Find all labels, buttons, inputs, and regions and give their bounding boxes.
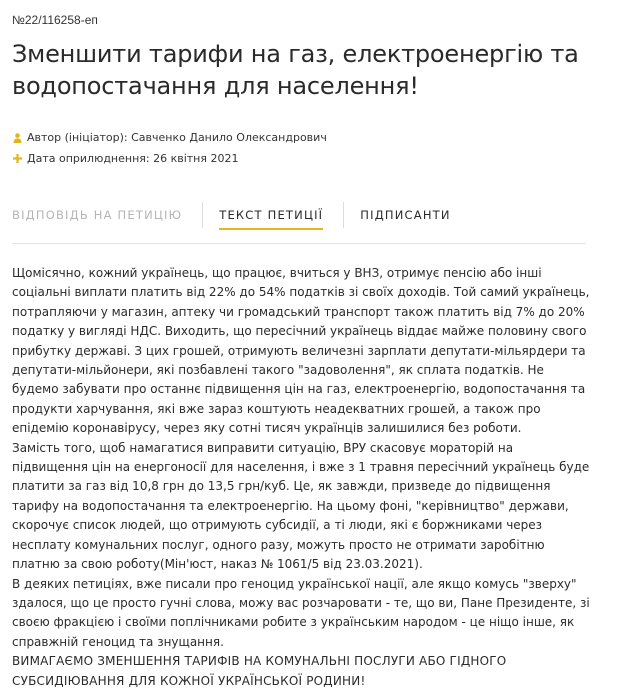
petition-meta — [13, 127, 327, 169]
date-row — [13, 148, 327, 169]
tab-answer[interactable]: ВІДПОВІДЬ НА ПЕТИЦІЮ — [12, 208, 183, 222]
tab-petition-text[interactable]: ТЕКСТ ПЕТИЦІЇ — [219, 200, 323, 228]
page-title: Зменшити тарифи на газ, електроенергію та водопостачання для населення! — [12, 40, 579, 100]
tab-signers[interactable]: ПІДПИСАНТИ — [360, 208, 451, 222]
petition-tabs — [12, 200, 586, 244]
petition-number: №22/116258-еп — [12, 13, 98, 27]
body-paragraph: Щомісячно, кожний українець, що працює, вчиться у ВНЗ, отримує пенсію або інші соціальні виплати платить від 22% до 54% податків зі своїх доходів. Той самий українець, потрапляючи у магазин, аптеку чи громадський транспорт також платить від 7% до 20% податку у вигляді НДС. Виходить, що пересічний українець віддає майже половину свого прибутку державі. З цих грошей, отримують величезні зарплати депутати-мільярдери та депутати-мільйонери, які позбавлені такого "задоволення", як сплата податків. Не будемо забувати про останнє підвищення цін на газ, електроенергію, водопостачання та продукти харчування, які вже зараз коштують неадекватних грошей, а також про епідемію коронавірусу, через яку сотні тисяч українців залишилися без роботи. — [12, 266, 590, 436]
tab-divider — [202, 202, 203, 228]
plus-icon — [13, 154, 27, 163]
tab-divider — [343, 202, 344, 228]
author-label: Автор (ініціатор): Савченко Данило Олександрович — [27, 131, 327, 144]
demand-paragraph: ВИМАГАЄМО ЗМЕНШЕННЯ ТАРИФІВ НА КОМУНАЛЬНІ ПОСЛУГИ АБО ГІДНОГО СУБСИДІЮВАННЯ ДЛЯ КОЖНОЇ УКРАЇНСЬКОЇ РОДИНИ! — [12, 654, 507, 688]
petition-body — [12, 264, 592, 691]
body-paragraph: В деяких петиціях, вже писали про геноцид української нації, але якщо комусь "зверху" здалося, що це просто гучні слова, можу вас розчаровати - те, що ви, Пане Президенте, зі своєю фракцією і своїми поплічниками робите з українським народом - це ніщо інше, як справжній геноцид та знущання. — [12, 576, 590, 649]
author-row — [13, 127, 327, 148]
person-icon — [13, 133, 27, 143]
body-paragraph: Замість того, щоб намагатися виправити ситуацію, ВРУ скасовує мораторій на підвищення цін на енергоносії для населення, і вже з 1 травня пересічний українець буде платити за газ від 10,8 грн до 13,5 грн/куб. Це, як завжди, призведе до підвищення тарифу на водопостачання та електроенергію. На цьому фоні, "керівництво" держави, скорочує список людей, що отримують субсидії, а ті люди, які є боржниками через несплату комунальних послуг, одного разу, можуть просто не отримати заробітню платню за свою роботу(Мін'юст, наказ № 1061/5 від 23.03.2021). — [12, 440, 590, 572]
date-label: Дата оприлюднення: 26 квітня 2021 — [27, 152, 239, 165]
